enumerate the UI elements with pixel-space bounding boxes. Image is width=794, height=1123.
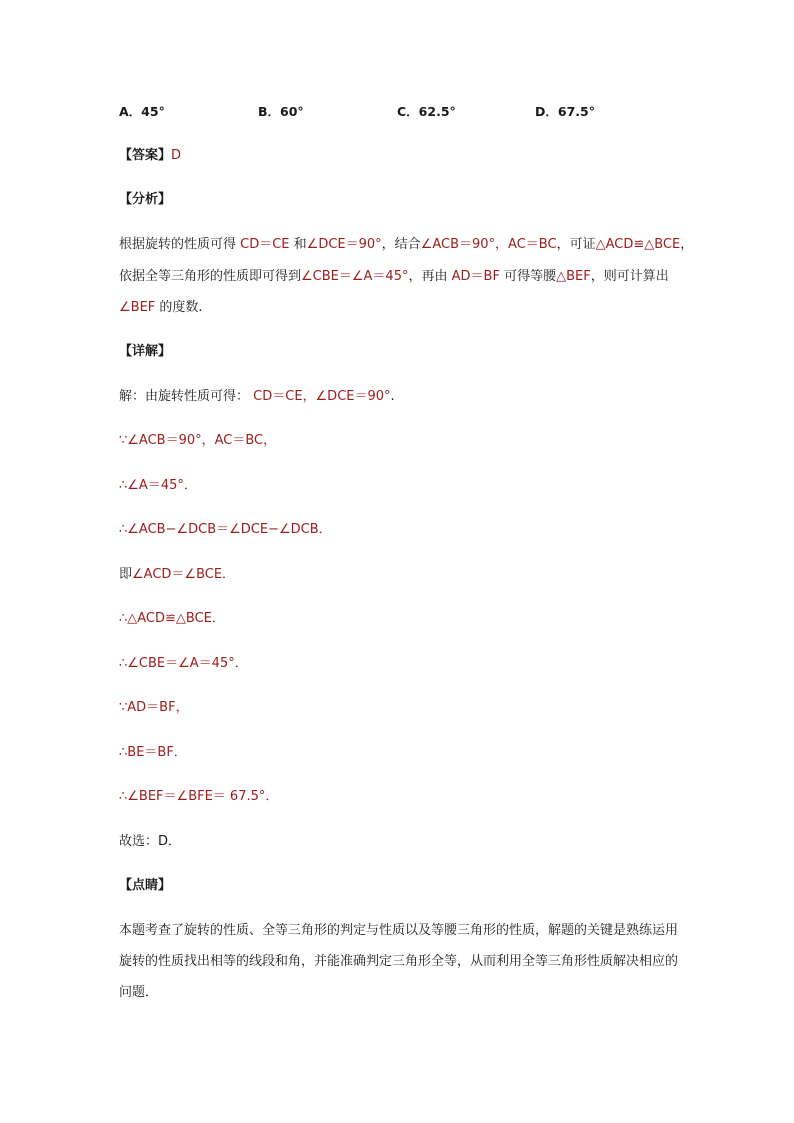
- analysis-text: 和: [289, 237, 307, 252]
- analysis-math: CD＝CE: [240, 237, 290, 252]
- comment-paragraph: 本题考查了旋转的性质、全等三角形的判定与性质以及等腰三角形的性质，解题的关键是熟练运用旋转的性质找出相等的线段和角，并能准确判定三角形全等，从而利用全等三角形性质解决相应的问题．: [119, 923, 679, 1000]
- analysis-text: 依据全等三角形的性质即可得到: [119, 269, 302, 284]
- solution-math: ∠ACD＝∠BCE．: [132, 567, 236, 582]
- analysis-math: ∠BEF: [119, 300, 156, 315]
- analysis-text: ，可证: [556, 237, 596, 252]
- analysis-text: 可得等腰: [499, 269, 557, 284]
- solution-step-2: ∵∠ACB＝90°，AC＝BC，: [119, 433, 277, 448]
- solution-step-7: ∴∠CBE＝∠A＝45°．: [119, 656, 248, 671]
- option-b: B．60°: [258, 104, 304, 119]
- solution-step-8: ∵AD＝BF，: [119, 700, 189, 715]
- solution-step-5: [119, 565, 235, 585]
- solution-text: 解：由旋转性质可得：: [119, 389, 250, 404]
- answer-options: [119, 102, 679, 122]
- analysis-text: 的度数.: [155, 300, 203, 315]
- analysis-line-2: [119, 267, 669, 287]
- detail-heading: 【详解】: [119, 344, 172, 359]
- answer-line: [119, 146, 181, 166]
- option-a: A．45°: [119, 104, 165, 119]
- solution-step-10: ∴∠BEF＝∠BFE＝ 67.5°．: [119, 789, 279, 804]
- analysis-text: ，结合: [381, 237, 421, 252]
- solution-step-1: [119, 387, 395, 407]
- analysis-math: ∠DCE＝90°: [306, 237, 382, 252]
- answer-heading: 【答案】: [119, 148, 172, 163]
- solution-step-9: ∴BE＝BF．: [119, 745, 187, 760]
- solution-text: .: [390, 389, 395, 404]
- option-d: D．67.5°: [535, 104, 595, 119]
- answer-value: D: [171, 148, 182, 163]
- option-c: C．62.5°: [397, 104, 456, 119]
- analysis-math: △ACD≌△BCE: [595, 237, 681, 252]
- solution-math: CD＝CE，∠DCE＝90°: [249, 389, 391, 404]
- solution-conclusion: 故选：D．: [119, 834, 182, 849]
- analysis-text: ，再由: [408, 269, 452, 284]
- solution-text: 即: [119, 567, 133, 582]
- analysis-math: AD＝BF: [451, 269, 500, 284]
- analysis-text: ，: [680, 237, 694, 252]
- solution-step-6: ∴△ACD≌△BCE．: [119, 611, 225, 626]
- analysis-line-1: [119, 235, 693, 255]
- analysis-text: 根据旋转的性质可得: [119, 237, 241, 252]
- comment-heading: 【点睛】: [119, 878, 172, 893]
- analysis-math: ∠ACB＝90°，AC＝BC: [420, 237, 557, 252]
- analysis-math: △BEF: [556, 269, 591, 284]
- analysis-heading: 【分析】: [119, 192, 172, 207]
- analysis-text: ，则可计算出: [590, 269, 669, 284]
- analysis-math: ∠CBE＝∠A＝45°: [301, 269, 409, 284]
- solution-step-3: ∴∠A＝45°．: [119, 478, 197, 493]
- analysis-line-3: [119, 298, 203, 318]
- solution-step-4: ∴∠ACB−∠DCB＝∠DCE−∠DCB．: [119, 522, 332, 537]
